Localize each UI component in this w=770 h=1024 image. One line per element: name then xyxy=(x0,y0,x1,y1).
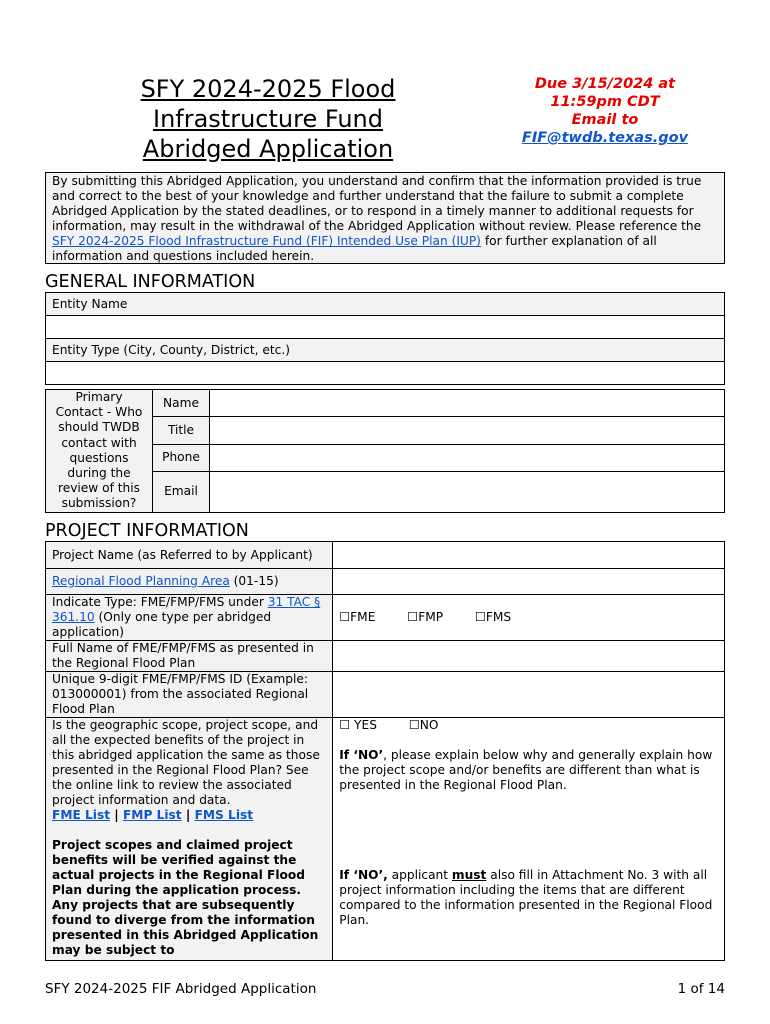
contact-email-label: Email xyxy=(153,472,210,513)
yes-checkbox[interactable]: ☐ YES xyxy=(339,718,377,732)
title-line-2: Infrastructure Fund xyxy=(152,105,383,133)
footer-page-number: 1 of 14 xyxy=(677,981,725,997)
rfpa-range: (01-15) xyxy=(229,574,279,588)
no-checkbox[interactable]: ☐NO xyxy=(408,718,439,732)
applicant-text: applicant xyxy=(387,868,452,882)
rfpa-label xyxy=(46,569,333,595)
project-name-label: Project Name (as Referred to by Applicant) xyxy=(46,542,333,569)
entity-type-label: Entity Type (City, County, District, etc.) xyxy=(46,339,725,362)
project-list-links xyxy=(52,808,326,823)
fmp-list-link[interactable]: FMP List xyxy=(122,808,182,822)
scope-question-cell xyxy=(46,718,333,961)
fms-list-link[interactable]: FMS List xyxy=(194,808,254,822)
if-no-bold: If ‘NO’ xyxy=(339,748,384,762)
title-line-1: SFY 2024-2025 Flood xyxy=(140,75,396,103)
type-options xyxy=(333,595,725,641)
attachment-text: also fill in Attachment No. 3 with all project information including the items that are different compared to the information presented in the Regional Flood Plan. xyxy=(339,868,713,927)
fms-checkbox[interactable]: ☐FMS xyxy=(474,610,512,624)
rfpa-link[interactable]: Regional Flood Planning Area xyxy=(52,574,230,588)
list-separator: | xyxy=(181,808,195,822)
must-text: must xyxy=(451,868,487,882)
entity-type-field[interactable] xyxy=(46,362,725,385)
if-no-bold-2: If ‘NO’, xyxy=(339,868,388,882)
if-no-text: , please explain below why and generally explain how the project scope and/or benefits are different than what is presented in the Regional Flood Plan. xyxy=(339,748,713,792)
entity-name-field[interactable] xyxy=(46,316,725,339)
fme-list-link[interactable]: FME List xyxy=(52,808,111,822)
footer-document-name: SFY 2024-2025 FIF Abridged Application xyxy=(45,981,317,997)
full-name-label: Full Name of FME/FMP/FMS as presented in the Regional Flood Plan xyxy=(46,641,333,672)
project-id-field[interactable] xyxy=(333,672,725,718)
contact-name-label: Name xyxy=(153,390,210,417)
general-info-table xyxy=(45,292,725,385)
intro-text: By submitting this Abridged Application, you understand and confirm that the information provided is true and correct to the best of your knowledge and further understand that the failure to submit a complete Abridged Application by the stated deadlines, or to respond in a timely manner to additional requests for information, may result in the withdrawal of the Abridged Application without review. Please reference the xyxy=(52,174,702,234)
scope-answer-cell xyxy=(333,718,725,961)
iup-link[interactable]: SFY 2024-2025 Flood Infrastructure Fund (FIF) Intended Use Plan (IUP) xyxy=(52,234,481,249)
primary-contact-prompt: Primary Contact - Who should TWDB contact with questions during the review of this submission? xyxy=(46,390,153,513)
primary-contact-table xyxy=(45,389,725,513)
due-date: Due 3/15/2024 at xyxy=(534,76,676,92)
project-name-field[interactable] xyxy=(333,542,725,569)
email-link[interactable]: FIF@twdb.texas.gov xyxy=(521,130,689,146)
due-time: 11:59pm CDT xyxy=(550,94,660,110)
email-to-label: Email to xyxy=(571,112,639,128)
title-line-3: Abridged Application xyxy=(142,135,394,163)
contact-name-field[interactable] xyxy=(210,390,725,417)
type-text-end: (Only one type per abridged application) xyxy=(52,610,272,639)
type-label xyxy=(46,595,333,641)
contact-phone-field[interactable] xyxy=(210,444,725,471)
due-notice xyxy=(500,75,710,147)
if-no-explain xyxy=(339,748,718,793)
intro-text-end: for further explanation of all information and questions included herein. xyxy=(52,234,657,264)
scope-question: Is the geographic scope, project scope, and all the expected benefits of the project in this abridged application the same as those presented in the Regional Flood Plan? See the online link to review the associated project information and data. xyxy=(52,718,320,807)
verification-warning: Project scopes and claimed project benefits will be verified against the actual projects in the Regional Flood Plan during the application process. Any projects that are subsequently found to diverge from the information presented in this Abridged Application may be subject to xyxy=(52,838,319,957)
project-information-heading: PROJECT INFORMATION xyxy=(45,521,249,541)
full-name-field[interactable] xyxy=(333,641,725,672)
contact-title-label: Title xyxy=(153,417,210,444)
general-information-heading: GENERAL INFORMATION xyxy=(45,272,256,292)
fmp-checkbox[interactable]: ☐FMP xyxy=(407,610,444,624)
if-no-attachment xyxy=(339,868,718,928)
contact-email-field[interactable] xyxy=(210,472,725,513)
contact-title-field[interactable] xyxy=(210,417,725,444)
rfpa-field[interactable] xyxy=(333,569,725,595)
document-title xyxy=(118,74,418,164)
type-text: Indicate Type: FME/FMP/FMS under xyxy=(52,595,268,609)
contact-phone-label: Phone xyxy=(153,444,210,471)
fme-checkbox[interactable]: ☐FME xyxy=(339,610,376,624)
intro-notice xyxy=(45,172,725,264)
list-separator: | xyxy=(110,808,123,822)
entity-name-label: Entity Name xyxy=(46,293,725,316)
tac-link[interactable]: 31 TAC § 361.10 xyxy=(52,595,321,624)
project-id-label: Unique 9-digit FME/FMP/FMS ID (Example: 013000001) from the associated Regional Flood Plan xyxy=(46,672,333,718)
project-info-table xyxy=(45,541,725,961)
